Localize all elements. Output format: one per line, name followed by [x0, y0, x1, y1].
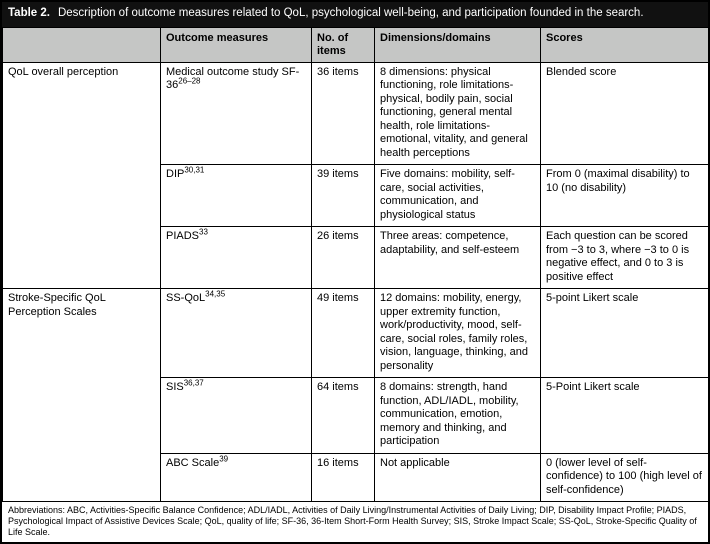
measure-name: Medical outcome study SF-36 — [166, 65, 300, 91]
measure-cell — [161, 453, 312, 502]
abbreviations-footnote: Abbreviations: ABC, Activities-Specific Balance Confidence; ADL/IADL, Activities of Daily Living/Instrumental Activities of Daily Living; DIP, Disability Impact Profile; PIADS, Psychological Impact of Assistive Devices Scale; QoL, quality of life; SF-36, 36-Item Short-Form Health Survey; SIS, Stroke Impact Scale; SS-QoL, Stroke-Specific Quality of Life Scale. — [8, 505, 697, 537]
column-header-scores: Scores — [541, 27, 709, 62]
citation-superscript: 33 — [199, 227, 208, 237]
items-cell: 64 items — [312, 378, 375, 454]
items-cell: 36 items — [312, 62, 375, 165]
scores-cell: Blended score — [541, 62, 709, 165]
scores-cell: From 0 (maximal disability) to 10 (no disability) — [541, 165, 709, 227]
measure-cell — [161, 165, 312, 227]
citation-superscript: 34,35 — [205, 289, 226, 299]
dimensions-cell: Three areas: competence, adaptability, and self-esteem — [375, 227, 541, 289]
column-header-no-of-items: No. of items — [312, 27, 375, 62]
items-cell: 26 items — [312, 227, 375, 289]
items-cell: 49 items — [312, 289, 375, 378]
scores-cell: Each question can be scored from −3 to 3, where −3 to 0 is negative effect, and 0 to 3 is positive effect — [541, 227, 709, 289]
citation-superscript: 26–28 — [178, 76, 201, 86]
measure-cell — [161, 289, 312, 378]
citation-superscript: 39 — [219, 453, 229, 463]
dimensions-cell: Not applicable — [375, 453, 541, 502]
measure-cell — [161, 378, 312, 454]
items-cell: 16 items — [312, 453, 375, 502]
measure-name: DIP — [166, 168, 185, 180]
measure-name: SIS — [166, 381, 184, 393]
data-table — [2, 27, 709, 503]
measure-name: PIADS — [166, 230, 200, 242]
measure-name: ABC Scale — [166, 456, 220, 469]
measure-cell — [161, 227, 312, 289]
scores-cell: 5-point Likert scale — [541, 289, 709, 378]
category-cell-qol-overall: QoL overall perception — [3, 62, 161, 289]
table-row — [3, 62, 709, 165]
citation-superscript: 30,31 — [184, 165, 205, 175]
column-header-outcome-measures: Outcome measures — [161, 27, 312, 62]
header-row — [3, 27, 709, 62]
dimensions-cell: 8 dimensions: physical functioning, role limitations-physical, bodily pain, social functioning, general mental health, role limitations-emotional, vitality, and general health perceptions — [375, 62, 541, 165]
citation-superscript: 36,37 — [183, 378, 204, 388]
measure-cell — [161, 62, 312, 165]
dimensions-cell: Five domains: mobility, self-care, social activities, communication, and physiological status — [375, 165, 541, 227]
table-row — [3, 289, 709, 378]
column-header-empty — [3, 27, 161, 62]
table-caption — [2, 2, 708, 27]
dimensions-cell: 8 domains: strength, hand function, ADL/IADL, mobility, communication, emotion, memory and thinking, and participation — [375, 378, 541, 454]
items-cell: 39 items — [312, 165, 375, 227]
scores-cell: 0 (lower level of self-confidence) to 100 (high level of self-confidence) — [541, 453, 709, 502]
table-title-text: Description of outcome measures related to QoL, psychological well-being, and participation founded in the search. — [57, 7, 644, 19]
category-cell-stroke-specific: Stroke-Specific QoL Perception Scales — [3, 289, 161, 502]
dimensions-cell: 12 domains: mobility, energy, upper extremity function, work/productivity, mood, self-care, social roles, family roles, vision, language, thinking, and personality — [375, 289, 541, 378]
scores-cell: 5-Point Likert scale — [541, 378, 709, 454]
column-header-dimensions-domains: Dimensions/domains — [375, 27, 541, 62]
measure-name: SS-QoL — [166, 292, 206, 304]
table-number-label: Table 2. — [8, 7, 50, 19]
